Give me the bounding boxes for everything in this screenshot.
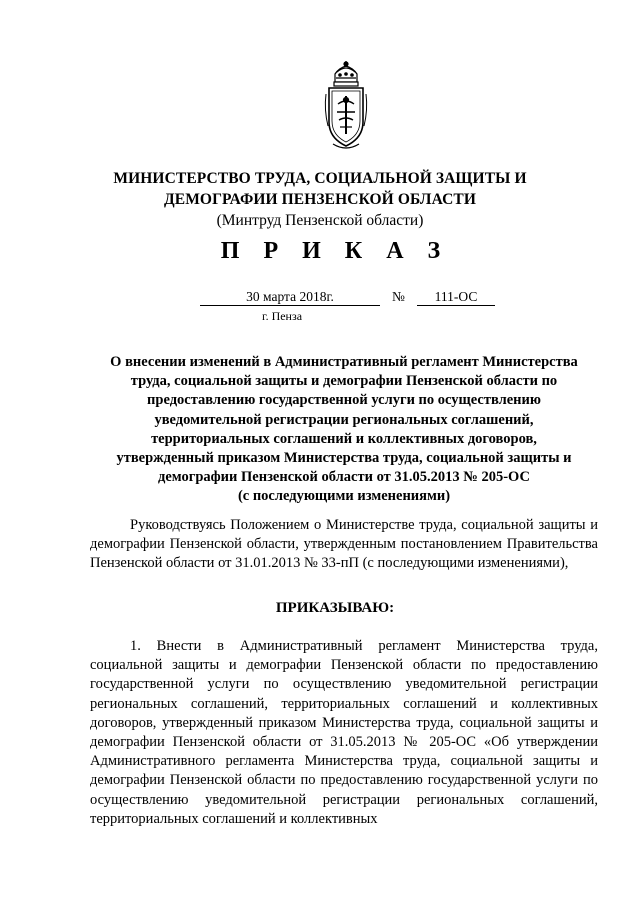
ministry-name-line-2: ДЕМОГРАФИИ ПЕНЗЕНСКОЙ ОБЛАСТИ [164, 191, 476, 208]
order-number: 111-ОС [417, 289, 495, 306]
ministry-header [0, 168, 640, 231]
order-item-1: 1. Внести в Административный регламент Министерства труда, социальной защиты и демографии Пензенской области по предоставлению государственной услуги по осуществлению уведомительной регистрации региональных соглашений, территориальных соглашений и коллективных договоров, утвержденный приказом Министерства труда, социальной защиты и демографии Пензенской области от 31.05.2013 № 205-ОС «Об утверждении Административного регламента Министерства труда, социальной защиты и демографии Пензенской области по предоставлению государственной услуги по осуществлению уведомительной регистрации региональных соглашений, территориальных соглашений и коллективных [90, 638, 598, 827]
ministry-short-name: (Минтруд Пензенской области) [216, 212, 424, 229]
guided-by-paragraph: Руководствуясь Положением о Министерстве труда, социальной защиты и демографии Пензенской области, утвержденным постановлением Правительства Пензенской области от 31.01.2013 № 33-пП (с последующими изменениями), [90, 517, 598, 572]
order-date-number-row [0, 289, 640, 309]
subject-line: О внесении изменений в Административный регламент Министерства [110, 354, 578, 370]
order-subject [90, 353, 598, 507]
subject-line: уведомительной регистрации региональных соглашений, [154, 411, 534, 428]
subject-line: демографии Пензенской области от 31.05.2013 № 205-ОС [158, 469, 530, 486]
subject-line: территориальных соглашений и коллективных договоров, [151, 430, 537, 447]
order-date: 30 марта 2018г. [200, 289, 380, 306]
subject-line: труда, социальной защиты и демографии Пензенской области по [130, 373, 558, 390]
order-city: г. Пенза [262, 309, 303, 323]
ministry-name-line-1: МИНИСТЕРСТВО ТРУДА, СОЦИАЛЬНОЙ ЗАЩИТЫ И [113, 170, 527, 187]
subject-line: предоставлению государственной услуги по осуществлению [147, 392, 541, 409]
order-number-sign: № [392, 289, 405, 304]
order-title: П Р И К А З [220, 238, 450, 264]
penza-coat-of-arms-icon [323, 60, 369, 152]
orders-heading: ПРИКАЗЫВАЮ: [275, 600, 395, 616]
subject-line: (с последующими изменениями) [237, 488, 451, 505]
subject-line: утвержденный приказом Министерства труда, социальной защиты и [116, 450, 572, 467]
